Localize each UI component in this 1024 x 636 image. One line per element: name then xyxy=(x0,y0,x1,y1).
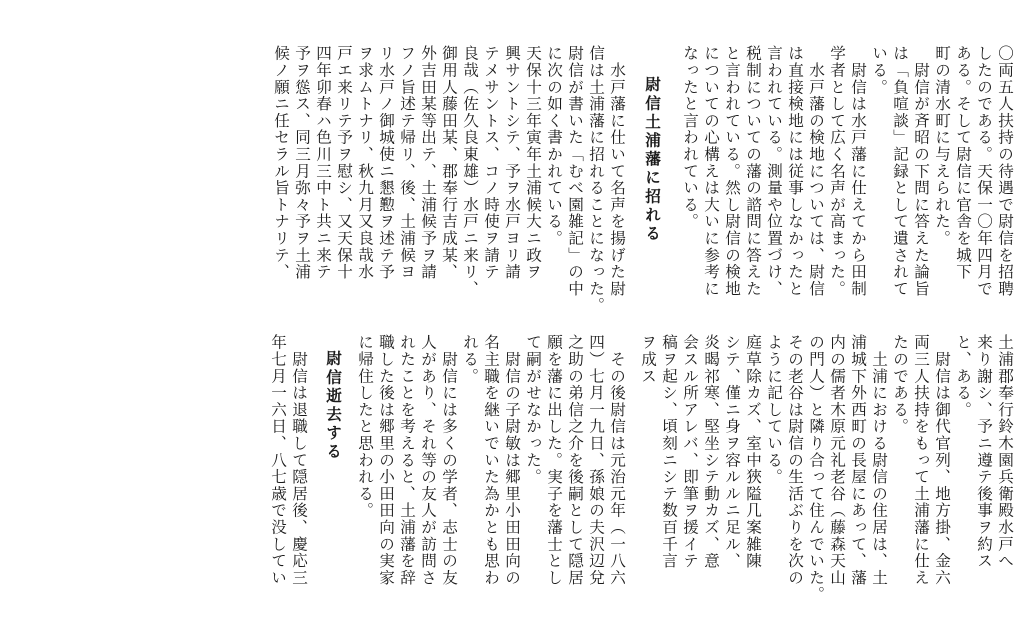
text-column: 来り謝シ、予ニ遵テ後事ヲ約ス xyxy=(975,334,993,570)
text-column: 尉信は退職して隠居後、慶応三 xyxy=(290,334,308,586)
text-column: と言われている。然し尉信の検地 xyxy=(723,45,741,297)
text-column: 炎暍祁寒、堅坐シテ動カズ、意 xyxy=(702,334,720,570)
text-column: リ水戸ノ御城使ニ懇懃ヲ述テ予 xyxy=(377,45,395,281)
text-column: 言われている。測量や位置づけ、 xyxy=(765,45,783,297)
text-column: 尉信の子尉敏は郷里小田田向の xyxy=(503,334,521,586)
text-column: 名主職を継いでいた為かとも思わ xyxy=(482,334,500,586)
text-column: に帰住したと思われる。 xyxy=(356,334,374,519)
text-column: 尉信には多くの学者、志士の友 xyxy=(440,334,458,586)
text-column: 尉信が斉昭の下問に答えた論旨 xyxy=(912,45,930,297)
text-column: たのである。 xyxy=(891,334,909,435)
text-column: 願を藩に出した。実子を藩士とし xyxy=(545,334,563,586)
text-column: 人があり、それ等の友人が訪問さ xyxy=(419,334,437,586)
text-column: 尉信は御代官列、地方掛、金六 xyxy=(933,334,951,586)
text-column: テメサントス、コノ時使ヲ請テ xyxy=(482,45,500,281)
section-heading: 尉信逝去する xyxy=(324,350,343,462)
text-column: フノ旨述テ帰リ、後、土浦候ヨ xyxy=(398,45,416,281)
text-column: 予ヲ慫ス、同三月弥々予ヲ土浦 xyxy=(293,45,311,281)
text-column: 職した後は郷里の小田田向の実家 xyxy=(377,334,395,586)
text-column: 候ノ願ニ任セラル旨トナリテ、 xyxy=(272,45,290,281)
text-column: ように記している。 xyxy=(765,334,783,486)
text-column: ヲ求ムトナリ、秋九月又良哉水 xyxy=(356,45,374,281)
text-column: 内の儒者木原元礼老谷（藤森天山 xyxy=(828,334,846,586)
text-column: 水戸藩に仕いて名声を揚げた尉 xyxy=(608,45,626,297)
text-column: 良哉（佐久良東雄）水戸ニ来リ、 xyxy=(461,45,479,297)
text-column: いる。 xyxy=(870,45,888,96)
text-column: て嗣がせなかった。 xyxy=(524,334,542,486)
text-column: 浦城下外西町の長屋にあって、藩 xyxy=(849,334,867,586)
text-column: 信は土浦藩に招れることになった。 xyxy=(587,45,605,314)
text-column: 〇両五人扶持の待遇で尉信を招聘 xyxy=(996,45,1014,297)
text-column: その後尉信は元治元年（一八六 xyxy=(608,334,626,586)
text-column: シテ、僅ニ身ヲ容ルルニ足ル、 xyxy=(723,334,741,570)
text-column: 御用人藤田某、郡奉行吉成某、 xyxy=(440,45,458,281)
text-column: 会スル所アレバ、即筆ヲ援イテ xyxy=(681,334,699,570)
section-heading: 尉信土浦藩に招れる xyxy=(643,76,662,244)
text-column: 四）七月一九日、孫娘の夫沢辺兌 xyxy=(587,334,605,586)
text-column: 尉信が書いた「むべ園雑記」の中 xyxy=(566,45,584,297)
text-column: 四年卯春ハ色川三中ト共ニ来テ xyxy=(314,45,332,281)
text-column: れたことを考えると、土浦藩を辞 xyxy=(398,334,416,586)
text-column: 尉信は水戸藩に仕えてから田制 xyxy=(849,45,867,297)
text-column: ヲ成ス xyxy=(639,334,657,385)
text-column: 庭草除カズ、室中狹隘几案雑陳 xyxy=(744,334,762,570)
text-column: れる。 xyxy=(461,334,479,385)
text-column: なったと言われている。 xyxy=(681,45,699,230)
text-column: と、ある。 xyxy=(954,334,972,418)
text-column: 土浦における尉信の住居は、土 xyxy=(870,334,888,586)
text-column: 町の清水町に与えられた。 xyxy=(933,45,951,247)
text-column: したのである。天保一〇年四月で xyxy=(975,45,993,297)
text-column: 之助の弟信之介を後嗣として隠居 xyxy=(566,334,584,586)
text-column: の門人）と隣り合って住んでいた。 xyxy=(807,334,825,603)
text-column: 外吉田某等出テ、土浦候予ヲ請 xyxy=(419,45,437,281)
text-column: 学者として広く名声が高まった。 xyxy=(828,45,846,297)
text-column: 戸エ来リテ予ヲ慰シ、又天保十 xyxy=(335,45,353,281)
text-column: は「負喧談」記録として遺されて xyxy=(891,45,909,297)
text-column: 土浦郡奉行鈴木園兵衛殿水戸へ xyxy=(996,334,1014,570)
text-column: ある。そして尉信に官舎を城下 xyxy=(954,45,972,281)
text-column: 稿ヲ起シ、頃刻ニシテ数百千言 xyxy=(660,334,678,570)
text-column: 水戸藩の検地については、尉信 xyxy=(807,45,825,297)
text-column: についての心構えは大いに参考に xyxy=(702,45,720,297)
text-column: 興サントシテ、予ヲ水戸ヨリ請 xyxy=(503,45,521,281)
text-column: は直接検地には従事しなかったと xyxy=(786,45,804,297)
text-column: 天保十三年寅年土浦候大ニ政ヲ xyxy=(524,45,542,281)
text-column: その老谷は尉信の生活ぶりを次の xyxy=(786,334,804,586)
text-column: 税制についての藩の諮問に答えた xyxy=(744,45,762,297)
text-column: 年七月一六日、八七歳で没してい xyxy=(269,334,287,586)
text-column: 両三人扶持をもって土浦藩に仕え xyxy=(912,334,930,586)
text-column: に次の如く書かれている。 xyxy=(545,45,563,247)
